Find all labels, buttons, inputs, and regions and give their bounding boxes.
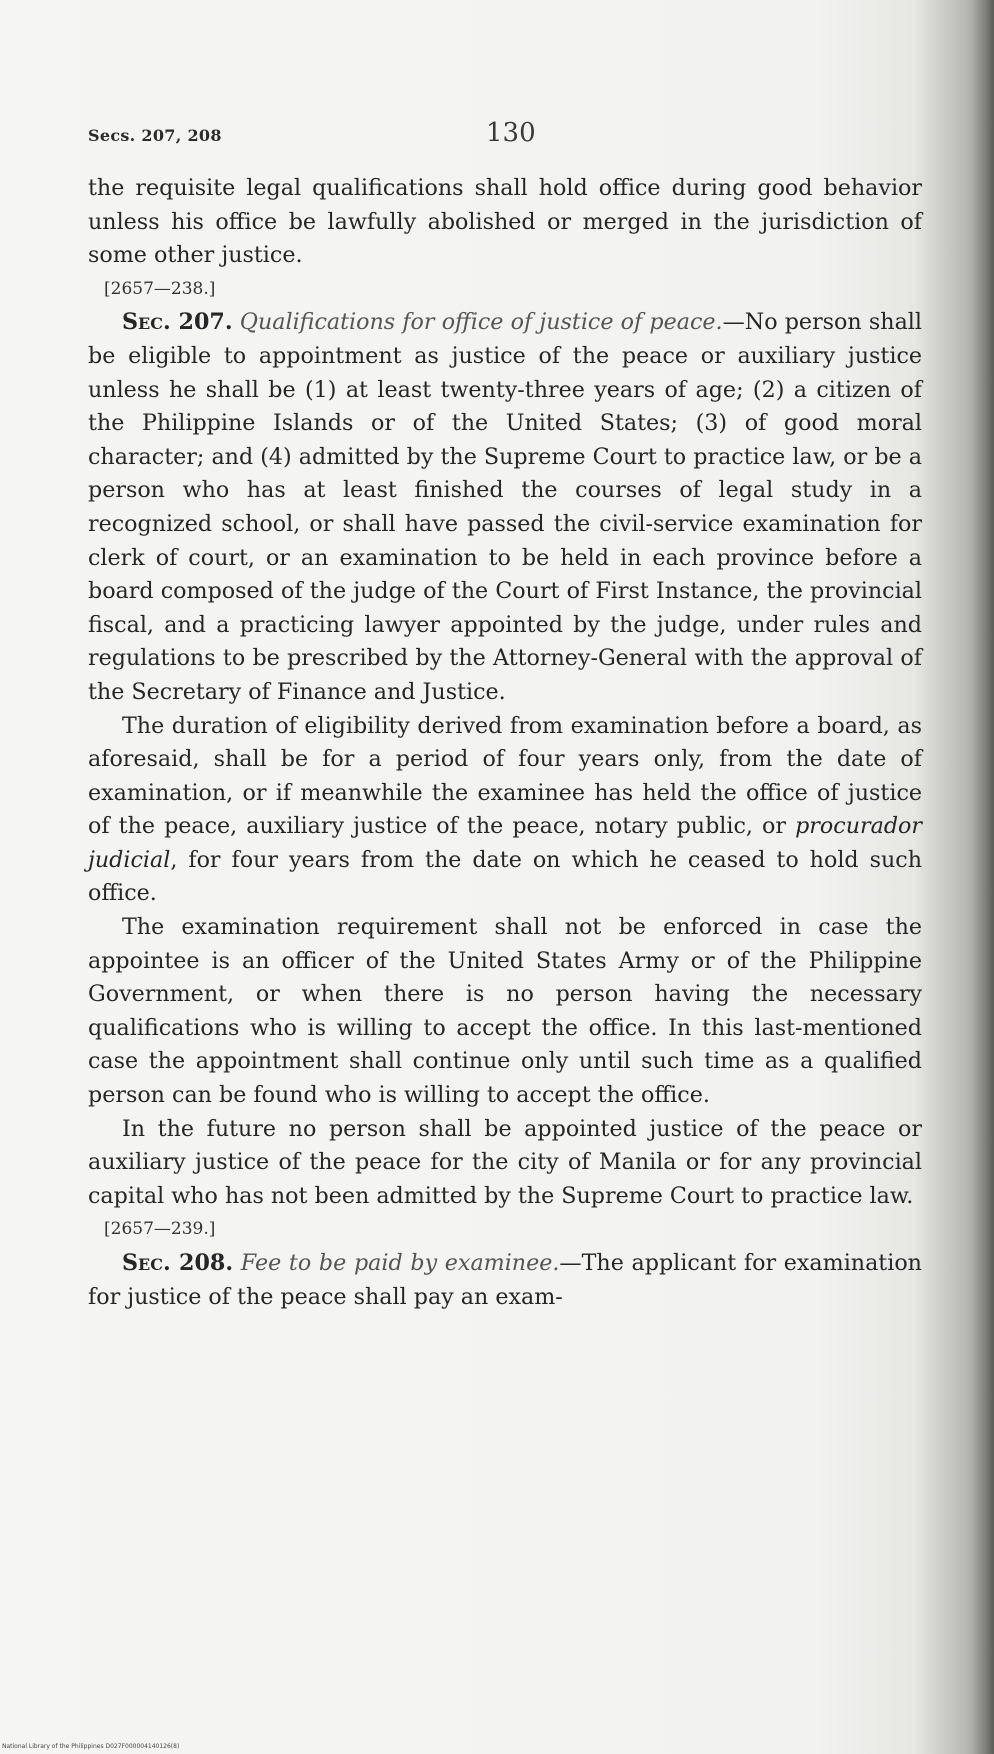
paragraph-duration	[88, 710, 922, 912]
section-207-title: Qualifications for office of justice of peace.	[239, 309, 723, 336]
paragraph-examination-requirement: The examination requirement shall not be enforced in case the appointee is an officer of the United States Army or of the Philippine Government, or when there is no person having the necessary qualifications who is willing to accept the office. In this last-mentioned case the appointment shall continue only until such time as a qualified person can be found who is willing to accept the office.	[88, 914, 922, 1109]
paragraph-continued: the requisite legal qualifications shall hold office during good behavior unless his office be lawfully abolished or merged in the jurisdiction of some other justice.	[88, 175, 922, 269]
binding-shadow	[972, 0, 994, 1754]
section-208-label: Sec. 208.	[122, 1250, 234, 1276]
section-207-text: —No person shall be eligible to appointment as justice of the peace or auxiliary justice unless he shall be (1) at least twenty-three years of age; (2) a citizen of the Philippine Islands or of the United States; (3) of good moral character; and (4) admitted by the Supreme Court to practice law, or be a person who has at least finished the courses of legal study in a recognized school, or shall have passed the civil-service examination for clerk of court, or an examination to be held in each province before a board composed of the judge of the Court of First Instance, the provincial fiscal, and a practicing lawyer appointed by the judge, under rules and regulations to be prescribed by the Attorney-General with the approval of the Secretary of Finance and Justice.	[88, 309, 922, 705]
section-208	[88, 1247, 922, 1314]
library-footer: National Library of the Philippines D027F000004140126(8)	[2, 1743, 180, 1750]
citation-2657-238: [2657—238.]	[104, 278, 216, 299]
section-207-label: Sec. 207.	[122, 309, 233, 336]
citation-2657-239: [2657—239.]	[104, 1219, 216, 1240]
running-head: Secs. 207, 208	[88, 126, 222, 145]
page-header	[88, 118, 918, 158]
section-208-title: Fee to be paid by examinee.	[240, 1250, 560, 1276]
paragraph-future: In the future no person shall be appointed justice of the peace or auxiliary justice of the peace for the city of Manila or for any provincial capital who has not been admitted by the Supreme Court to practice law.	[88, 1115, 922, 1209]
paragraph-duration-text-b: , for four years from the date on which he ceased to hold such office.	[88, 846, 922, 907]
paragraph-duration-text-a: The duration of eligibility derived from examination before a board, as aforesaid, shall be for a period of four years only, from the date of examination, or if meanwhile the examinee has held the office of justice of the peace, auxiliary justice of the peace, notary public, or	[88, 712, 922, 840]
section-207	[88, 306, 922, 709]
page-number: 130	[486, 118, 536, 148]
section-208-text: —The applicant for examination for justice of the peace shall pay an exam-	[88, 1250, 922, 1310]
procurador-judicial-term: procurador judicial	[88, 813, 922, 873]
page-body	[88, 172, 922, 1314]
